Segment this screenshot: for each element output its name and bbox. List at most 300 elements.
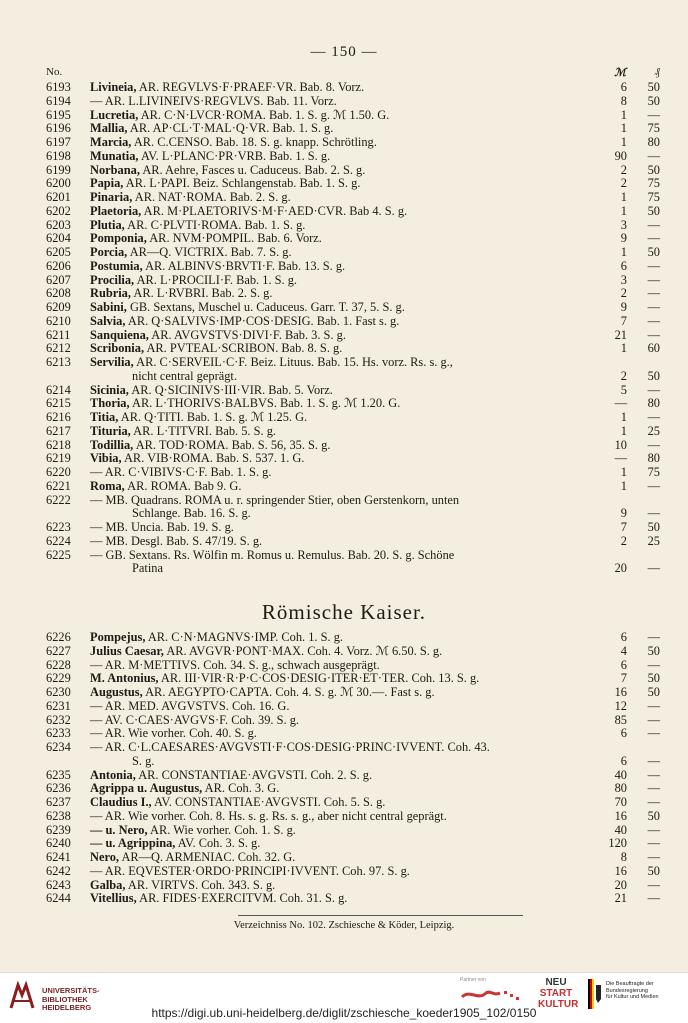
price-mark: 6: [620, 657, 627, 672]
price-pfennig: 50: [647, 245, 660, 259]
entry-name: Mallia,: [90, 121, 128, 136]
entry-number: 6216: [46, 410, 71, 424]
price-pfennig: 25: [647, 423, 660, 438]
catalog-entry: [46, 865, 660, 879]
price-mark: —: [614, 396, 627, 411]
price-mark: 6: [620, 726, 627, 741]
entry-description: [90, 851, 600, 865]
price-mark: 1: [620, 410, 627, 424]
price-pfennig: —: [647, 753, 660, 768]
entry-description: [90, 549, 600, 577]
price-mark: 20: [614, 877, 627, 892]
price-mark: 120: [608, 836, 627, 851]
entry-description: [90, 480, 600, 494]
catalog-entry: [46, 274, 660, 288]
entry-name: Sabini,: [90, 300, 127, 314]
entry-text: — AR. Wie vorher. Coh. 8. Hs. s. g. Rs. s. g., aber nicht central geprägt.: [90, 808, 447, 823]
entry-text: — MB. Desgl. Bab. S. 47/19. S. g.: [90, 533, 263, 548]
page-header: — 150 —: [310, 44, 378, 60]
price-mark: 8: [620, 93, 627, 108]
entry-description: [90, 810, 600, 824]
catalog-entry: [46, 494, 660, 522]
entry-number: 6217: [46, 423, 71, 438]
entry-number: 6243: [46, 877, 71, 892]
entry-name: Titia,: [90, 410, 119, 424]
entry-number: 6238: [46, 808, 71, 823]
entry-name: Vibia,: [90, 451, 122, 466]
price-pfennig: —: [647, 877, 660, 892]
entry-text: AR. ROMA. Bab 9. G.: [124, 478, 242, 493]
price-pfennig: 25: [647, 533, 660, 548]
price-mark: 20: [614, 561, 627, 576]
catalog-entry: [46, 879, 660, 893]
entry-text: — MB. Uncia. Bab. 19. S. g.: [90, 520, 234, 534]
price-pfennig: —: [647, 148, 660, 163]
price-pfennig: —: [647, 286, 660, 301]
entry-continuation: Schlange. Bab. 16. S. g.: [132, 506, 251, 521]
entry-name: Pompejus,: [90, 630, 146, 644]
entry-number: 6193: [46, 80, 71, 94]
catalog-entry: [46, 356, 660, 384]
entry-number: 6230: [46, 685, 71, 699]
entry-description: [90, 164, 600, 178]
entry-name: Porcia,: [90, 245, 128, 259]
price-mark: 7: [620, 520, 627, 534]
entry-name: Marcia,: [90, 135, 132, 149]
entry-number: 6198: [46, 148, 71, 163]
price-pfennig: —: [647, 327, 660, 342]
price-mark: 2: [620, 286, 627, 301]
entry-number: 6232: [46, 712, 71, 727]
catalog-entry: [46, 397, 660, 411]
entry-name: Thoria,: [90, 396, 130, 411]
price-pfennig: —: [647, 561, 660, 576]
catalog-entry: [46, 150, 660, 164]
price-pfennig: —: [647, 781, 660, 796]
entry-text: AR. M·PLAETORIVS·M·F·AED·CVR. Bab 4. S. g.: [141, 203, 408, 218]
entry-text: AV. L·PLANC·PR·VRB. Bab. 1. S. g.: [138, 148, 331, 163]
catalog-entry: [46, 205, 660, 219]
catalog-entry: [46, 741, 660, 769]
bkm-line2: für Kultur und Medien: [606, 994, 659, 1000]
entry-description: [90, 466, 600, 480]
entry-number: 6205: [46, 245, 71, 259]
price-mark: 2: [620, 533, 627, 548]
entry-text: AR. VIRTVS. Coh. 343. S. g.: [125, 877, 276, 892]
entry-name: Pomponia,: [90, 231, 147, 246]
entry-description: [90, 219, 600, 233]
catalog-entry: [46, 521, 660, 535]
price-mark: 5: [620, 382, 627, 397]
price-mark: 12: [614, 698, 627, 713]
catalog-entry: [46, 177, 660, 191]
entry-text: AR—Q. VICTRIX. Bab. 7. S. g.: [127, 245, 292, 259]
catalog-entry: [46, 329, 660, 343]
entry-description: [90, 191, 600, 205]
entry-text: AR. Wie vorher. Coh. 1. S. g.: [147, 822, 296, 837]
price-mark: 7: [620, 313, 627, 328]
price-mark: 85: [614, 712, 627, 727]
footer-divider: [238, 915, 523, 916]
entry-text: AV. Coh. 3. S. g.: [175, 836, 261, 851]
partner-label: Partner von: [460, 977, 486, 983]
price-pfennig: —: [647, 712, 660, 727]
entry-number: 6221: [46, 478, 71, 493]
price-pfennig: —: [647, 217, 660, 232]
entry-name: Plaetoria,: [90, 203, 142, 218]
catalog-entry: [46, 837, 660, 851]
entry-name: Plutia,: [90, 217, 125, 232]
price-pfennig: 80: [647, 396, 660, 411]
entry-name: Antonia,: [90, 767, 136, 782]
entry-number: 6229: [46, 671, 71, 686]
price-mark: 1: [620, 245, 627, 259]
catalog-entry: [46, 686, 660, 700]
entry-name: Tituria,: [90, 423, 131, 438]
entry-number: 6235: [46, 767, 71, 782]
entry-number: 6218: [46, 437, 71, 452]
catalog-entry: [46, 672, 660, 686]
entry-description: [90, 892, 600, 906]
price-mark: 1: [620, 203, 627, 218]
entry-text: AR. L·RVBRI. Bab. 2. S. g.: [130, 286, 273, 301]
price-pfennig: 60: [647, 341, 660, 356]
entry-name: Sanquiena,: [90, 327, 149, 342]
entry-description: [90, 879, 600, 893]
price-mark: 9: [620, 506, 627, 521]
catalog-entry: [46, 549, 660, 577]
catalog-entry: [46, 136, 660, 150]
entry-text: AR. ALBINVS·BRVTI·F. Bab. 13. S. g.: [142, 258, 346, 273]
entry-number: 6211: [46, 327, 71, 342]
entry-text: AR—Q. ARMENIAC. Coh. 32. G.: [119, 850, 296, 864]
entry-text: AR. C·N·LVCR·ROMA. Bab. 1. S. g. ℳ 1.50. G.: [138, 107, 390, 122]
entry-description: [90, 246, 600, 260]
entry-text: — AR. M·METTIVS. Coh. 34. S. g., schwach ausgeprägt.: [90, 657, 380, 672]
entry-number: 6227: [46, 643, 71, 658]
entry-description: [90, 741, 600, 769]
entry-description: [90, 686, 600, 700]
entry-description: [90, 109, 600, 123]
entry-name: Salvia,: [90, 313, 126, 328]
price-mark: 1: [620, 190, 627, 204]
entry-description: [90, 260, 600, 274]
price-pfennig: —: [647, 506, 660, 521]
entry-number: 6234: [46, 740, 71, 754]
entry-name: Papia,: [90, 176, 124, 191]
entry-description: [90, 452, 600, 466]
price-pfennig: —: [647, 850, 660, 864]
entry-description: [90, 837, 600, 851]
column-header-pfennig: ₰: [654, 66, 660, 78]
entry-text: — AR. C·VIBIVS·C·F. Bab. 1. S. g.: [90, 465, 272, 479]
entry-list-emperors: [46, 631, 660, 906]
price-mark: 9: [620, 300, 627, 314]
entry-description: [90, 287, 600, 301]
price-pfennig: —: [647, 767, 660, 782]
entry-text: — AR. EQVESTER·ORDO·PRINCIPI·IVVENT. Coh. 97. S. g.: [90, 863, 410, 878]
entry-name: Lucretia,: [90, 107, 139, 122]
price-mark: 21: [614, 891, 627, 906]
price-mark: 1: [620, 135, 627, 149]
entry-description: [90, 535, 600, 549]
price-pfennig: —: [647, 822, 660, 837]
entry-number: 6220: [46, 465, 71, 479]
catalog-entry: [46, 769, 660, 783]
entry-name: Julius Caesar,: [90, 643, 164, 658]
entry-number: 6207: [46, 272, 71, 287]
catalog-entry: [46, 796, 660, 810]
entry-number: 6233: [46, 726, 71, 741]
catalog-entry: [46, 342, 660, 356]
catalog-entry: [46, 109, 660, 123]
entry-name: Procilia,: [90, 272, 135, 287]
entry-number: 6195: [46, 107, 71, 122]
catalog-entry: [46, 260, 660, 274]
price-mark: 40: [614, 767, 627, 782]
entry-number: 6225: [46, 547, 71, 562]
entry-description: [90, 356, 600, 384]
entry-number: 6223: [46, 520, 71, 534]
price-mark: 3: [620, 272, 627, 287]
entry-number: 6208: [46, 286, 71, 301]
catalog-entry: [46, 246, 660, 260]
entry-number: 6226: [46, 630, 71, 644]
entry-text: AV. CONSTANTIAE·AVGVSTI. Coh. 5. S. g.: [151, 795, 386, 809]
price-mark: 1: [620, 478, 627, 493]
entry-text: AR. VIB·ROMA. Bab. S. 537. 1. G.: [121, 451, 305, 466]
entry-name: Servilia,: [90, 355, 134, 369]
price-pfennig: —: [647, 478, 660, 493]
entry-text: — AR. Wie vorher. Coh. 40. S. g.: [90, 726, 257, 741]
price-pfennig: 50: [647, 671, 660, 686]
entry-name: Pinaria,: [90, 190, 133, 204]
catalog-entry: [46, 480, 660, 494]
source-url[interactable]: https://digi.ub.uni-heidelberg.de/diglit/zschiesche_koeder1905_102/0150: [151, 1006, 537, 1020]
price-mark: 2: [620, 176, 627, 191]
entry-name: Nero,: [90, 850, 120, 864]
entry-description: [90, 700, 600, 714]
entry-text: AR. AP·CL·T·MAL·Q·VR. Bab. 1. S. g.: [127, 121, 334, 136]
entry-text: AR. C·PLVTI·ROMA. Bab. 1. S. g.: [124, 217, 306, 232]
catalog-entry: [46, 164, 660, 178]
catalog-entry: [46, 659, 660, 673]
entry-number: 6239: [46, 822, 71, 837]
entry-number: 6240: [46, 836, 71, 851]
partner-logo[interactable]: [460, 977, 530, 1003]
price-pfennig: 50: [647, 643, 660, 658]
entry-continuation: S. g.: [132, 753, 155, 768]
entry-number: 6214: [46, 382, 71, 397]
price-mark: 2: [620, 162, 627, 177]
entry-number: 6199: [46, 162, 71, 177]
catalog-entry: [46, 452, 660, 466]
entry-number: 6212: [46, 341, 71, 356]
federal-eagle-icon: [588, 979, 602, 1009]
entry-text: AR. L·TITVRI. Bab. 5. S. g.: [130, 423, 276, 438]
entry-description: [90, 177, 600, 191]
entry-description: [90, 865, 600, 879]
price-pfennig: 80: [647, 451, 660, 466]
entry-text: — GB. Sextans. Rs. Wölfin m. Romus u. Remulus. Bab. 20. S. g. Schöne: [90, 547, 455, 562]
catalog-entry: [46, 191, 660, 205]
entry-number: 6231: [46, 698, 71, 713]
entry-number: 6194: [46, 93, 71, 108]
entry-text: — AV. C·CAES·AVGVS·F. Coh. 39. S. g.: [90, 712, 300, 727]
entry-text: AR. NAT·ROMA. Bab. 2. S. g.: [132, 190, 291, 204]
entry-text: AR. Q·TITI. Bab. 1. S. g. ℳ 1.25. G.: [118, 410, 308, 424]
price-mark: 40: [614, 822, 627, 837]
library-name-line3: HEIDELBERG: [42, 1003, 92, 1012]
entry-name: M. Antonius,: [90, 671, 159, 686]
entry-description: [90, 274, 600, 288]
entry-name: — u. Agrippina,: [90, 836, 176, 851]
entry-description: [90, 122, 600, 136]
price-pfennig: —: [647, 657, 660, 672]
price-mark: 1: [620, 341, 627, 356]
price-mark: 7: [620, 671, 627, 686]
entry-description: [90, 631, 600, 645]
price-pfennig: 50: [647, 93, 660, 108]
catalog-entry: [46, 439, 660, 453]
entry-continuation: Patina: [132, 561, 163, 576]
entry-description: [90, 645, 600, 659]
entry-number: 6196: [46, 121, 71, 136]
entry-description: [90, 95, 600, 109]
entry-text: AR. NVM·POMPIL. Bab. 6. Vorz.: [146, 231, 322, 246]
entry-description: [90, 342, 600, 356]
price-pfennig: —: [647, 258, 660, 273]
entry-text: AR. C·N·MAGNVS·IMP. Coh. 1. S. g.: [145, 630, 344, 644]
price-pfennig: —: [647, 107, 660, 122]
price-pfennig: 50: [647, 685, 660, 699]
entry-number: 6210: [46, 313, 71, 328]
entry-number: 6222: [46, 492, 71, 507]
entry-description: [90, 301, 600, 315]
entry-description: [90, 397, 600, 411]
price-pfennig: 50: [647, 520, 660, 534]
column-header-mark: ℳ: [614, 67, 626, 79]
catalog-entry: [46, 782, 660, 796]
entry-text: AR. TOD·ROMA. Bab. S. 56, 35. S. g.: [133, 437, 331, 452]
price-mark: 6: [620, 753, 627, 768]
price-mark: 1: [620, 107, 627, 122]
entry-text: AR. AVGVR·PONT·MAX. Coh. 4. Vorz. ℳ 6.50. S. g.: [163, 643, 443, 658]
price-pfennig: —: [647, 272, 660, 287]
entry-description: [90, 494, 600, 522]
price-pfennig: —: [647, 726, 660, 741]
price-mark: 6: [620, 630, 627, 644]
entry-number: 6206: [46, 258, 71, 273]
entry-description: [90, 659, 600, 673]
price-mark: 16: [614, 863, 627, 878]
catalog-entry: [46, 411, 660, 425]
entry-description: [90, 315, 600, 329]
entry-name: Claudius I.,: [90, 795, 152, 809]
catalog-entry: [46, 714, 660, 728]
partner-logo-icon: [460, 987, 524, 1003]
price-pfennig: 50: [647, 162, 660, 177]
catalog-entry: [46, 301, 660, 315]
entry-description: [90, 672, 600, 686]
entry-name: Munatia,: [90, 148, 139, 163]
price-mark: 16: [614, 808, 627, 823]
entry-number: 6200: [46, 176, 71, 191]
entry-name: Agrippa u. Augustus,: [90, 781, 203, 796]
catalog-entry: [46, 700, 660, 714]
catalog-entry: [46, 466, 660, 480]
price-mark: 6: [620, 258, 627, 273]
price-pfennig: 75: [647, 121, 660, 136]
entry-description: [90, 521, 600, 535]
entry-description: [90, 232, 600, 246]
entry-text: AR. AVGVSTVS·DIVI·F. Bab. 3. S. g.: [148, 327, 346, 342]
catalog-entry: [46, 851, 660, 865]
entry-text: AR. Coh. 3. G.: [202, 781, 280, 796]
entry-name: Galba,: [90, 877, 126, 892]
entry-description: [90, 81, 600, 95]
entry-text: AR. CONSTANTIAE·AVGVSTI. Coh. 2. S. g.: [135, 767, 373, 782]
neustart-line1: NEU: [545, 977, 567, 988]
entry-number: 6242: [46, 863, 71, 878]
price-pfennig: —: [647, 891, 660, 906]
catalog-entry: [46, 81, 660, 95]
entry-number: 6228: [46, 657, 71, 672]
entry-text: AR. AEGYPTO·CAPTA. Coh. 4. S. g. ℳ 30.—. Fast s. g.: [142, 685, 435, 699]
price-pfennig: 80: [647, 135, 660, 149]
section-title: Römische Kaiser.: [261, 600, 427, 624]
catalog-entry: [46, 287, 660, 301]
library-name-line1: UNIVERSITÄTS-: [42, 986, 100, 995]
column-header-number: No.: [46, 66, 63, 78]
price-mark: 9: [620, 231, 627, 246]
price-mark: 21: [614, 327, 627, 342]
entry-name: Vitellius,: [90, 891, 137, 906]
entry-description: [90, 782, 600, 796]
catalog-entry: [46, 232, 660, 246]
price-pfennig: —: [647, 630, 660, 644]
entry-description: [90, 439, 600, 453]
entry-description: [90, 824, 600, 838]
price-mark: 1: [620, 121, 627, 136]
price-mark: 1: [620, 423, 627, 438]
entry-text: AR. III·VIR·R·P·C·COS·DESIG·ITER·ET·TER. Coh. 13. S. g.: [158, 671, 480, 686]
price-mark: 16: [614, 685, 627, 699]
entry-continuation: nicht central geprägt.: [132, 368, 237, 383]
entry-number: 6202: [46, 203, 71, 218]
entry-description: [90, 384, 600, 398]
price-pfennig: —: [647, 410, 660, 424]
entry-description: [90, 136, 600, 150]
price-mark: 6: [620, 80, 627, 94]
price-pfennig: 50: [647, 808, 660, 823]
catalog-entry: [46, 315, 660, 329]
neustart-line2: START: [539, 988, 573, 999]
entry-text: AR. C·SERVEIL·C·F. Beiz. Lituus. Bab. 15. Hs. vorz. Rs. s. g.,: [133, 355, 453, 369]
price-pfennig: 75: [647, 465, 660, 479]
entry-description: [90, 150, 600, 164]
price-pfennig: —: [647, 313, 660, 328]
entry-text: AR. C.CENSO. Bab. 18. S. g. knapp. Schrötling.: [131, 135, 377, 149]
price-pfennig: —: [647, 795, 660, 809]
price-pfennig: 75: [647, 176, 660, 191]
catalog-entry: [46, 219, 660, 233]
entry-description: [90, 727, 600, 741]
footer-text: Verzeichniss No. 102. Zschiesche & Köder, Leipzig.: [233, 920, 455, 931]
library-name-line2: BIBLIOTHEK: [42, 994, 88, 1004]
entry-number: 6219: [46, 451, 71, 466]
price-mark: 80: [614, 781, 627, 796]
